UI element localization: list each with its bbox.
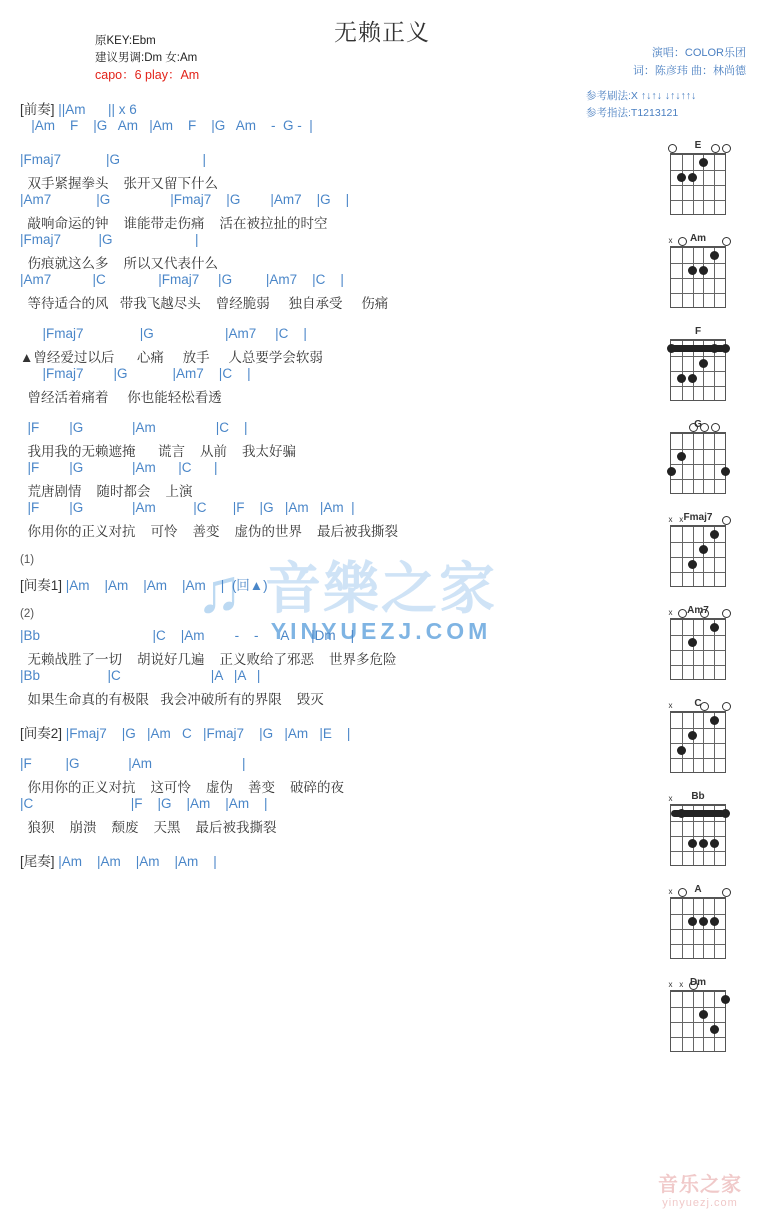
muted-string-marker: x <box>679 515 684 524</box>
barre-bar <box>671 810 725 817</box>
finger-dot <box>710 1025 719 1034</box>
finger-dot <box>699 158 708 167</box>
chord-diagram-name: F <box>694 326 702 337</box>
lyric-line: ▲曾经爱过以后 心痛 放手 人总要学会软弱 <box>20 350 323 365</box>
spacer <box>20 708 610 722</box>
meta-left <box>95 33 199 84</box>
watermark-corner-main: 音乐之家 <box>658 1174 742 1196</box>
chord-grid <box>670 339 726 401</box>
chord-symbols: |F |G |Am |C | <box>20 460 218 475</box>
chord-symbols: |Am |Am |Am |Am | (回▲) <box>65 578 268 593</box>
open-string-marker <box>700 702 709 711</box>
suggested-key: 建议男调:Dm 女:Am <box>95 52 198 64</box>
singer-label: 演唱： <box>651 47 685 59</box>
chord-line <box>20 232 610 252</box>
chord-symbols: |F |G |Am |C | <box>20 420 248 435</box>
sheet-section <box>20 756 610 796</box>
chord-diagram <box>665 698 731 773</box>
muted-string-marker: x <box>668 608 673 617</box>
chord-diagram <box>665 512 731 587</box>
grid-fret <box>671 479 725 480</box>
chord-symbols: |F |G |Am |C |F |G |Am |Am | <box>20 500 355 515</box>
chord-line <box>20 756 610 776</box>
sheet-section <box>20 232 610 272</box>
sheet-section <box>20 608 610 628</box>
chord-symbols: |Am7 |G |Fmaj7 |G |Am7 |G | <box>20 192 350 207</box>
open-string-marker <box>678 237 687 246</box>
chord-line <box>20 272 610 292</box>
finger-dot <box>721 995 730 1004</box>
chord-diagram <box>665 977 731 1052</box>
sheet-section <box>20 796 610 836</box>
chord-line <box>20 628 610 648</box>
finger-dot <box>688 731 697 740</box>
finger-dot <box>699 266 708 275</box>
grid-fret <box>671 170 725 171</box>
open-string-marker <box>722 516 731 525</box>
chord-line <box>20 118 610 138</box>
sheet-section <box>20 366 610 406</box>
open-string-marker <box>668 144 677 153</box>
chord-grid <box>668 701 726 773</box>
sheet-section <box>20 272 610 312</box>
muted-string-marker: x <box>668 515 673 524</box>
sheet-section <box>20 500 610 540</box>
grid-fret <box>671 1022 725 1023</box>
sheet-section <box>20 118 610 138</box>
chord-diagram-name: E <box>694 140 702 151</box>
muted-string-marker: x <box>668 887 673 896</box>
grid-fret <box>671 728 725 729</box>
chord-symbols: |Am |Am |Am |Am | <box>58 854 217 869</box>
finger-dot <box>688 374 697 383</box>
spacer <box>20 312 610 326</box>
chord-diagram-name: Dm <box>689 977 707 988</box>
chord-line <box>20 366 610 386</box>
chord-line <box>20 574 610 594</box>
open-string-marker <box>722 609 731 618</box>
lyric-line: 曾经活着痛着 你也能轻松看透 <box>20 390 222 405</box>
watermark-sub-text: YINYUEZJ.COM <box>270 618 492 644</box>
chord-symbols: |Fmaj7 |G |Am7 |C | <box>20 326 307 341</box>
chord-diagram-name: Am <box>689 233 707 244</box>
spacer <box>20 836 610 850</box>
barre-bar <box>671 345 725 352</box>
chord-grid <box>670 432 726 494</box>
lyric-line: 敲响命运的钟 谁能带走伤痛 活在被拉扯的时空 <box>20 216 328 231</box>
chord-line <box>20 500 610 520</box>
sheet-section <box>20 98 610 118</box>
open-string-marker <box>711 423 720 432</box>
finger-dot <box>688 839 697 848</box>
grid-fret <box>671 743 725 744</box>
watermark-main-text: 音樂之家 <box>265 557 497 620</box>
chord-line <box>20 850 610 870</box>
chord-diagram-name: Am7 <box>687 605 709 616</box>
chord-symbols: |Bb |C |A |A | <box>20 668 261 683</box>
lyric-line: 伤痕就这么多 所以又代表什么 <box>20 256 219 271</box>
chord-line <box>20 460 610 480</box>
finger-dot <box>688 917 697 926</box>
sheet-body <box>20 98 610 870</box>
chord-symbols: |Fmaj7 |G |Am C |Fmaj7 |G |Am |E | <box>65 726 351 741</box>
chord-diagram <box>665 884 731 959</box>
section-label: [前奏] <box>20 102 59 117</box>
open-string-marker <box>689 423 698 432</box>
grid-fret <box>671 185 725 186</box>
music-note-icon: ♫ <box>196 557 243 626</box>
spacer <box>20 742 610 756</box>
chord-line <box>20 796 610 816</box>
open-string-marker <box>722 144 731 153</box>
open-string-marker <box>689 981 698 990</box>
grid-fret <box>671 278 725 279</box>
lyric-line: 无赖战胜了一切 胡说好几遍 正义败给了邪恶 世界多危险 <box>20 652 397 667</box>
watermark-corner-sub: yinyuezj.com <box>662 1197 738 1209</box>
lyric-line: 荒唐剧情 随时都会 上演 <box>20 484 193 499</box>
lyric-line: 如果生命真的有极限 我会冲破所有的界限 毁灭 <box>20 692 324 707</box>
chord-line <box>20 668 610 688</box>
finger-dot <box>699 917 708 926</box>
finger-dot <box>688 638 697 647</box>
open-string-marker <box>722 237 731 246</box>
finger-dot <box>677 746 686 755</box>
chord-diagram-name: A <box>694 884 702 895</box>
sheet-section <box>20 554 610 574</box>
muted-string-marker: x <box>668 980 673 989</box>
grid-fret <box>671 386 725 387</box>
muted-string-marker: x <box>668 701 673 710</box>
chord-symbols: |Bb |C |Am - - A |Dm | <box>20 628 355 643</box>
grid-fret <box>671 542 725 543</box>
section-label: (1) <box>20 554 35 566</box>
finger-dot <box>677 452 686 461</box>
strum-pattern: 参考刷法:X ↑↓↑↓ ↓↑↓↑↑↓ <box>586 90 697 102</box>
finger-dot <box>677 374 686 383</box>
finger-dot <box>688 173 697 182</box>
grid-fret <box>671 665 725 666</box>
finger-dot <box>710 917 719 926</box>
chord-symbols: |Fmaj7 |G | <box>20 232 199 247</box>
spacer <box>20 138 610 152</box>
sheet-section <box>20 192 610 232</box>
lyric-line: 你用你的正义对抗 可怜 善变 虚伪的世界 最后被我撕裂 <box>20 524 399 539</box>
section-label: [尾奏] <box>20 854 59 869</box>
chord-symbols: |F |G |Am | <box>20 756 246 771</box>
grid-fret <box>671 944 725 945</box>
grid-fret <box>671 464 725 465</box>
grid-fret <box>671 371 725 372</box>
grid-fret <box>671 758 725 759</box>
chord-diagram-name: Fmaj7 <box>683 512 713 523</box>
chord-grid <box>670 153 726 215</box>
finger-dot <box>721 467 730 476</box>
chord-diagram <box>665 140 731 215</box>
grid-fret <box>671 650 725 651</box>
lyric-line: 我用我的无赖遮掩 谎言 从前 我太好骗 <box>20 444 297 459</box>
chord-line <box>20 420 610 440</box>
chord-diagram-column <box>638 140 758 1070</box>
section-label: (2) <box>20 608 35 620</box>
chord-line <box>20 722 610 742</box>
open-string-marker <box>678 609 687 618</box>
finger-dot <box>667 467 676 476</box>
chord-diagram <box>665 419 731 494</box>
muted-string-marker: x <box>679 980 684 989</box>
grid-fret <box>671 293 725 294</box>
finger-dot <box>688 266 697 275</box>
sheet-section <box>20 326 610 366</box>
chord-symbols: |Am F |G Am |Am F |G Am - G - | <box>20 118 313 133</box>
grid-fret <box>671 914 725 915</box>
chord-grid <box>668 887 726 959</box>
grid-fret <box>671 572 725 573</box>
muted-string-marker: x <box>668 236 673 245</box>
chord-symbols: ||Am || x 6 <box>58 102 137 117</box>
grid-fret <box>671 635 725 636</box>
spacer <box>20 540 610 554</box>
sheet-section <box>20 850 610 870</box>
capo-info: capo：6 play：Am <box>95 68 200 82</box>
chord-symbols: |C |F |G |Am |Am | <box>20 796 268 811</box>
grid-fret <box>671 1037 725 1038</box>
open-string-marker <box>722 888 731 897</box>
open-string-marker <box>678 888 687 897</box>
grid-fret <box>671 263 725 264</box>
grid-fret <box>671 200 725 201</box>
chord-diagram-name: G <box>694 419 702 430</box>
credits: 词：陈彦玮 曲：林尚德 <box>632 65 746 77</box>
chord-line <box>20 152 610 172</box>
grid-fret <box>671 1007 725 1008</box>
grid-fret <box>671 821 725 822</box>
chord-diagram <box>665 233 731 308</box>
fingering-pattern: 参考指法:T1213121 <box>586 107 679 119</box>
rhythm-info <box>586 88 746 122</box>
chord-line <box>20 192 610 212</box>
original-key: 原KEY:Ebm <box>95 35 156 47</box>
muted-string-marker: x <box>668 794 673 803</box>
meta-right <box>633 44 746 80</box>
grid-fret <box>671 851 725 852</box>
chord-diagram-name: Bb <box>691 791 705 802</box>
finger-dot <box>677 173 686 182</box>
open-string-marker <box>700 609 709 618</box>
finger-dot <box>710 251 719 260</box>
chord-diagram <box>665 326 731 401</box>
spacer <box>20 406 610 420</box>
singer-name: COLOR乐团 <box>684 47 746 59</box>
finger-dot <box>688 560 697 569</box>
section-label: [间奏1] <box>20 578 66 593</box>
sheet-section <box>20 574 610 594</box>
finger-dot <box>699 1010 708 1019</box>
watermark-corner <box>658 1168 742 1209</box>
grid-fret <box>671 356 725 357</box>
lyric-line: 狼狈 崩溃 颓废 天黑 最后被我撕裂 <box>20 820 277 835</box>
chord-symbols: |Fmaj7 |G |Am7 |C | <box>20 366 251 381</box>
chord-symbols: |Fmaj7 |G | <box>20 152 207 167</box>
sheet-section <box>20 152 610 192</box>
chord-diagram-name: C <box>694 698 702 709</box>
sheet-section <box>20 722 610 742</box>
sheet-section <box>20 420 610 460</box>
finger-dot <box>710 623 719 632</box>
sheet-section <box>20 628 610 668</box>
lyric-line: 你用你的正义对抗 这可怜 虚伪 善变 破碎的夜 <box>20 780 345 795</box>
chord-diagram <box>665 791 731 866</box>
sheet-section <box>20 460 610 500</box>
grid-fret <box>671 836 725 837</box>
chord-symbols: |Am7 |C |Fmaj7 |G |Am7 |C | <box>20 272 344 287</box>
page-title: 无赖正义 <box>334 19 430 45</box>
sheet-section <box>20 668 610 708</box>
spacer <box>20 594 610 608</box>
chord-diagram <box>665 605 731 680</box>
chord-line <box>20 98 610 118</box>
open-string-marker <box>700 423 709 432</box>
finger-dot <box>699 359 708 368</box>
finger-dot <box>710 839 719 848</box>
section-label: [间奏2] <box>20 726 66 741</box>
lyric-line: 双手紧握拳头 张开又留下什么 <box>20 176 219 191</box>
lyric-line: 等待适合的风 带我飞越尽头 曾经脆弱 独自承受 伤痛 <box>20 296 389 311</box>
open-string-marker <box>711 144 720 153</box>
chord-line <box>20 326 610 346</box>
grid-fret <box>671 557 725 558</box>
open-string-marker <box>722 702 731 711</box>
finger-dot <box>710 716 719 725</box>
finger-dot <box>699 545 708 554</box>
finger-dot <box>699 839 708 848</box>
finger-dot <box>710 530 719 539</box>
grid-fret <box>671 449 725 450</box>
grid-fret <box>671 929 725 930</box>
